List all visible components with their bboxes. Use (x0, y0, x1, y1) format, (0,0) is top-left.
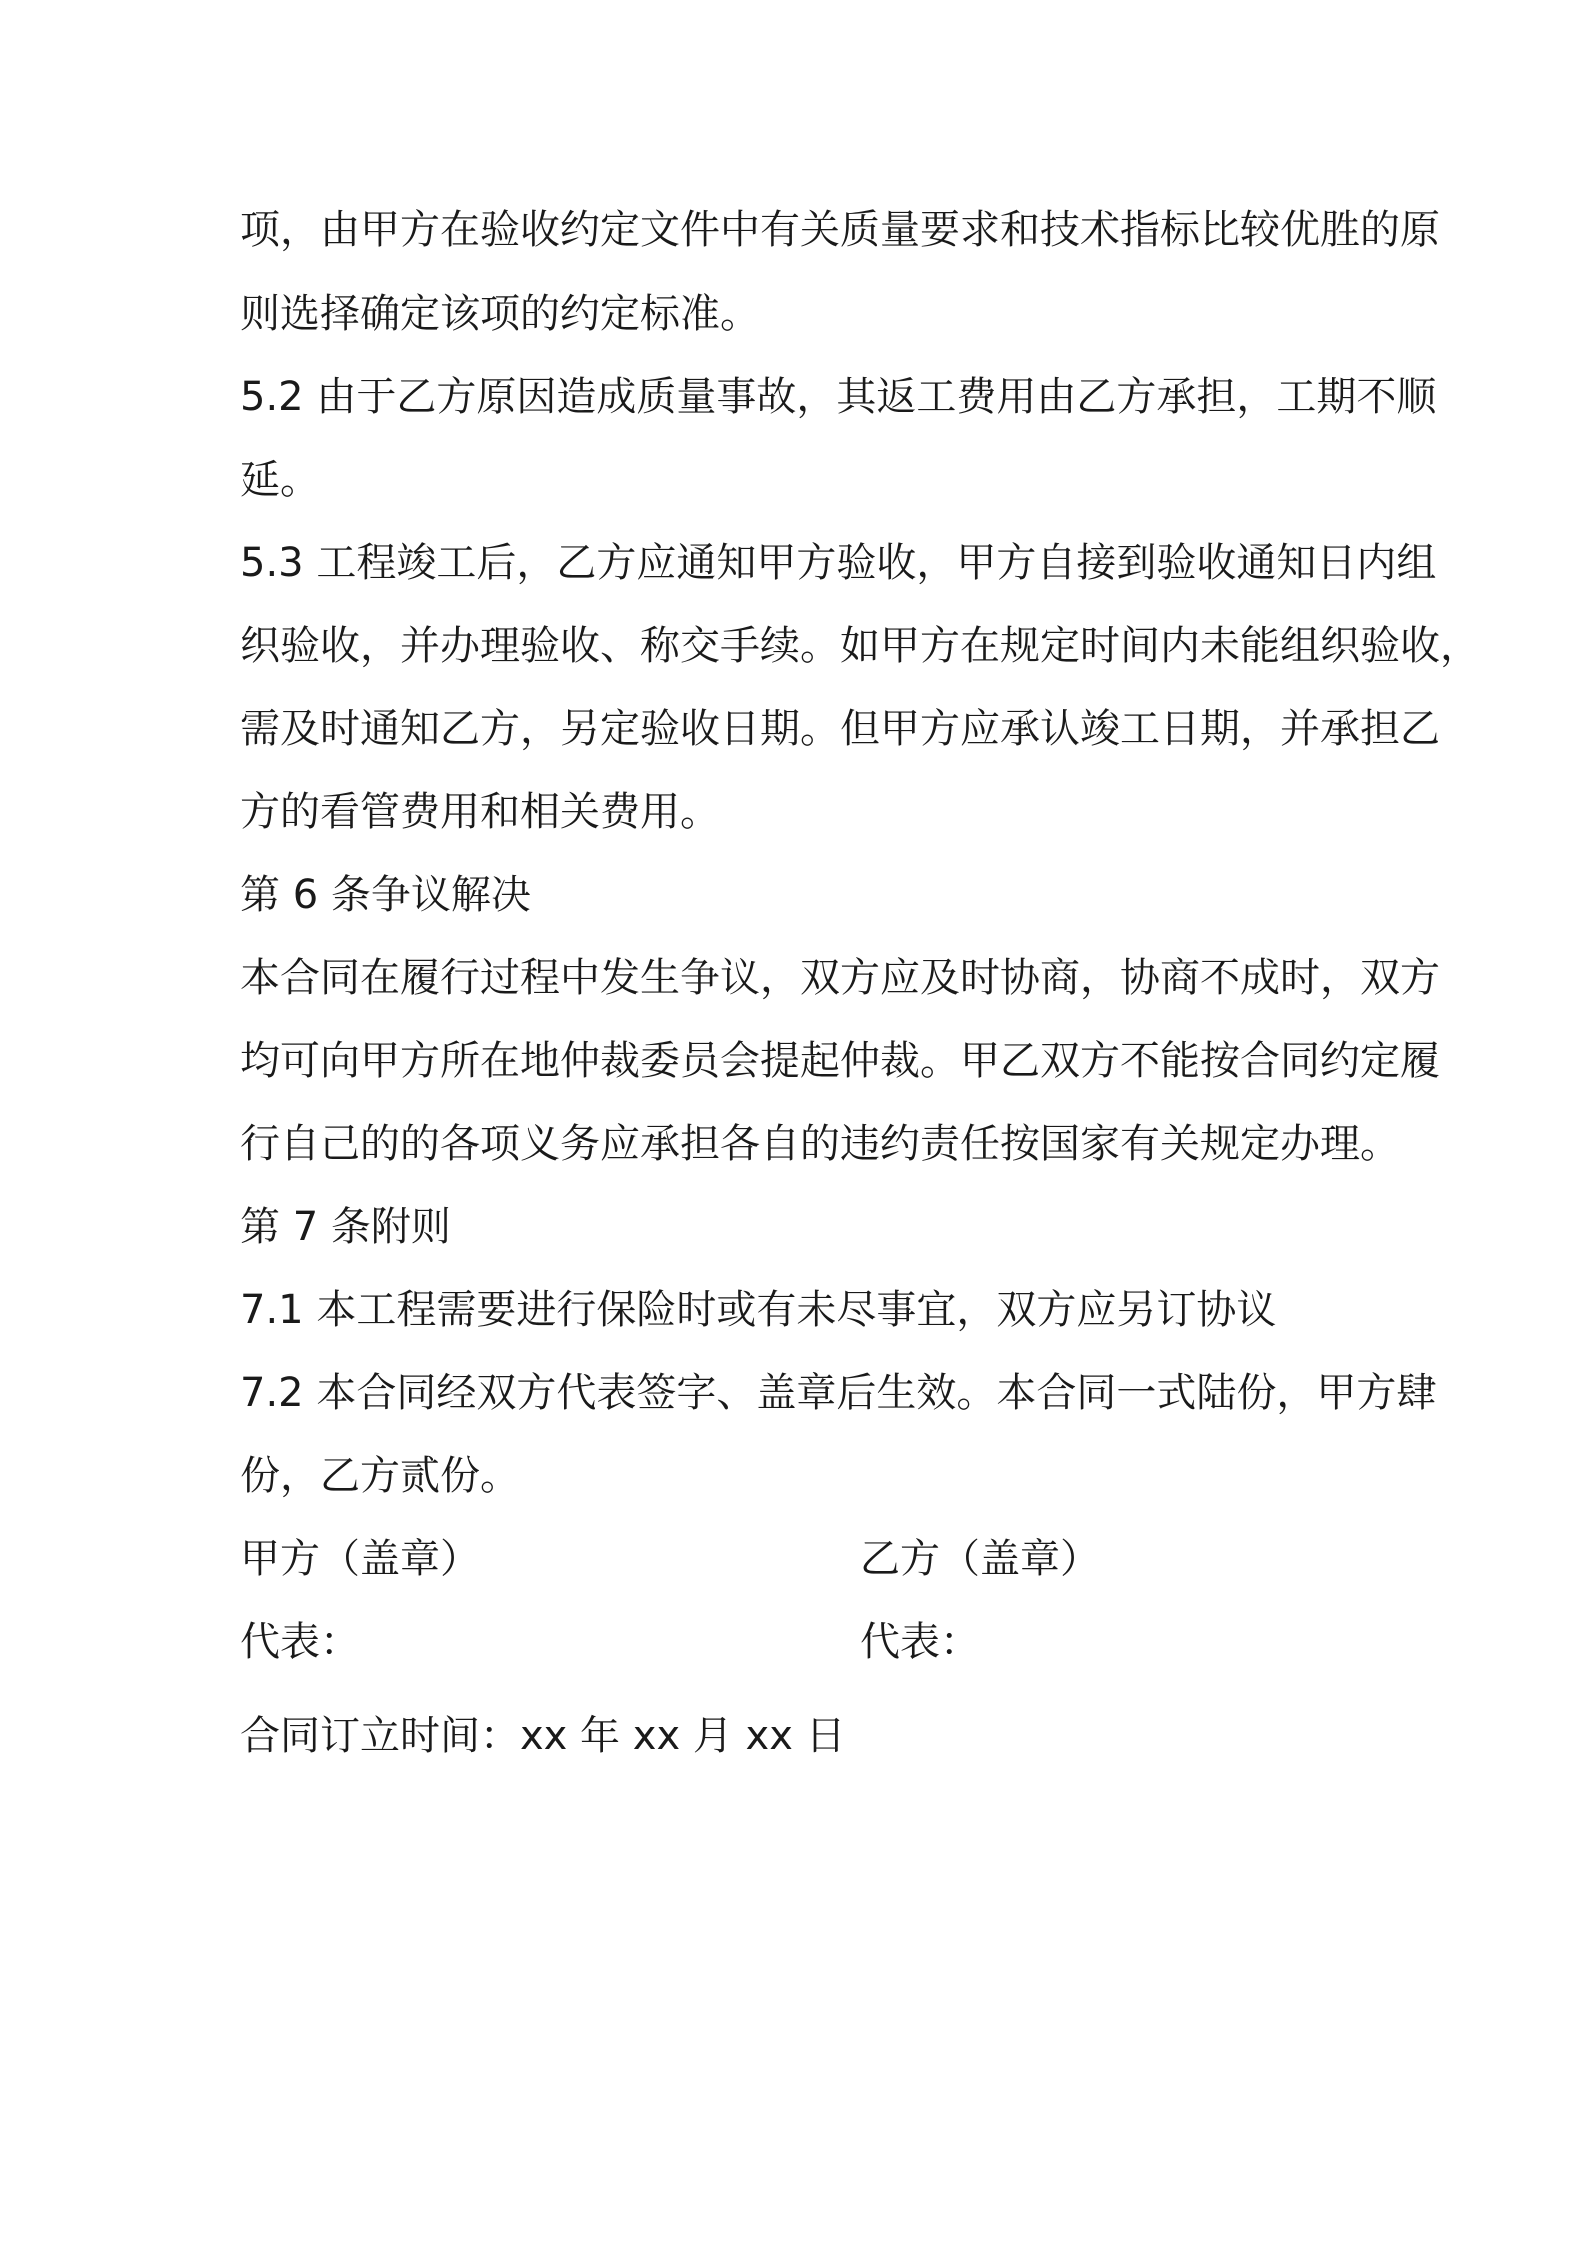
party-b-seal-label: 乙方（盖章） (860, 1536, 1100, 1582)
paragraph-line: 行自己的的各项义务应承担各自的违约责任按国家有关规定办理。 (240, 1121, 1400, 1167)
paragraph-line: 方的看管费用和相关费用。 (240, 789, 720, 835)
paragraph-line: 均可向甲方所在地仲裁委员会提起仲裁。甲乙双方不能按合同约定履 (240, 1038, 1440, 1084)
party-a-rep-label: 代表： (240, 1619, 360, 1665)
clause-5-2-line: 5.2 由于乙方原因造成质量事故，其返工费用由乙方承担，工期不顺 (240, 374, 1437, 420)
contract-date-line: 合同订立时间：xx 年 xx 月 xx 日 (240, 1713, 846, 1759)
paragraph-line: 织验收，并办理验收、称交手续。如甲方在规定时间内未能组织验收， (240, 623, 1480, 669)
paragraph-line: 则选择确定该项的约定标准。 (240, 291, 760, 337)
section-6-heading: 第 6 条争议解决 (240, 872, 531, 918)
paragraph-line: 本合同在履行过程中发生争议，双方应及时协商，协商不成时，双方 (240, 955, 1440, 1001)
paragraph-line: 项，由甲方在验收约定文件中有关质量要求和技术指标比较优胜的原 (240, 207, 1440, 253)
paragraph-line: 份，乙方贰份。 (240, 1453, 520, 1499)
paragraph-line: 需及时通知乙方，另定验收日期。但甲方应承认竣工日期，并承担乙 (240, 706, 1440, 752)
section-7-heading: 第 7 条附则 (240, 1204, 451, 1250)
party-a-seal-label: 甲方（盖章） (240, 1536, 480, 1582)
clause-7-2-line: 7.2 本合同经双方代表签字、盖章后生效。本合同一式陆份，甲方肆 (240, 1370, 1437, 1416)
clause-7-1-line: 7.1 本工程需要进行保险时或有未尽事宜，双方应另订协议 (240, 1287, 1277, 1333)
clause-5-3-line: 5.3 工程竣工后，乙方应通知甲方验收，甲方自接到验收通知日内组 (240, 540, 1437, 586)
party-b-rep-label: 代表： (860, 1619, 980, 1665)
paragraph-line: 延。 (240, 457, 320, 503)
